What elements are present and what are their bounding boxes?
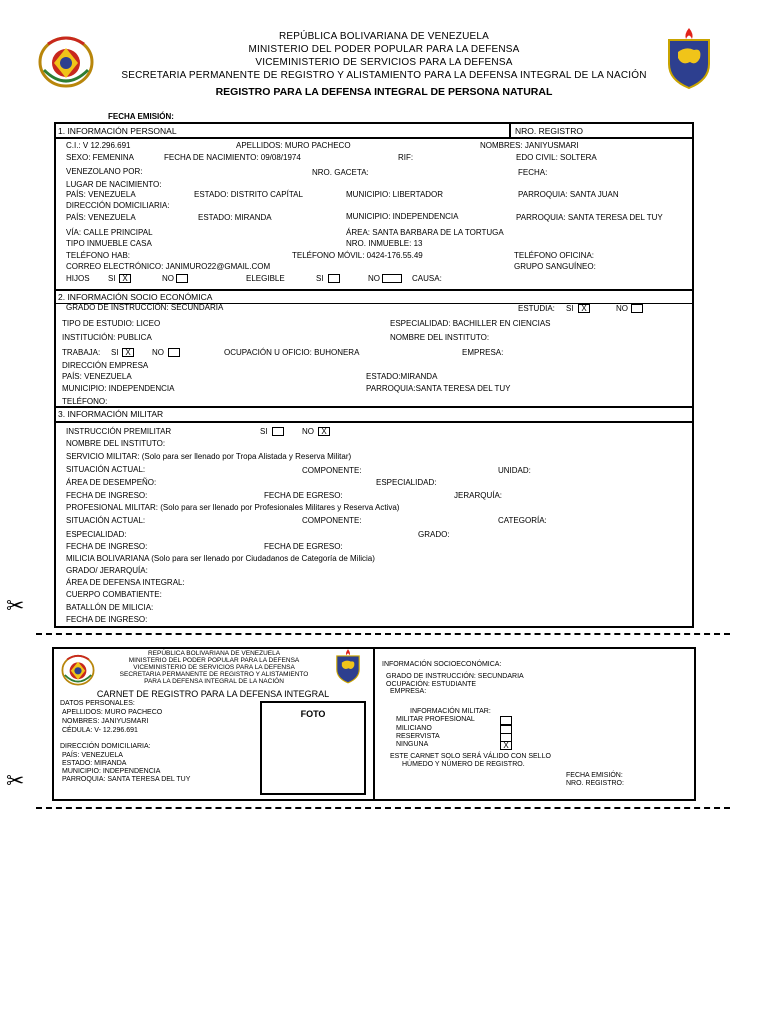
estudia-si-checkbox[interactable]: X xyxy=(578,304,590,313)
carnet-cedula: CÉDULA: V- 12.296.691 xyxy=(62,727,138,734)
elegible-si-label: SI xyxy=(316,274,324,283)
cut-line-top xyxy=(36,633,730,635)
estudia-no-label: NO xyxy=(616,304,628,313)
militar-prof-checkbox[interactable] xyxy=(500,716,512,725)
carnet-municipio: MUNICIPIO: INDEPENDENCIA xyxy=(62,768,161,775)
tipo-estudio-field: TIPO DE ESTUDIO: LICEO xyxy=(62,319,161,328)
sexo-field: SEXO: FEMENINA xyxy=(66,153,135,162)
nro-inmueble-field: NRO. INMUEBLE: 13 xyxy=(346,239,423,248)
profesional-militar-label: PROFESIONAL MILITAR: (Solo para ser llenado por Profesionales Militares y Reserva Activa) xyxy=(66,503,400,512)
nombres-field: NOMBRES: JANIYUSMARI xyxy=(480,141,579,150)
estado-nac-field: ESTADO: DISTRITO CAPÍTAL xyxy=(194,190,303,199)
carnet-info-militar: INFORMACIÓN MILITAR: xyxy=(410,708,491,715)
parroquia-dom-field: PARROQUIA: SANTA TERESA DEL TUY xyxy=(516,213,663,222)
cuerpo-combatiente-field: CUERPO COMBATIENTE: xyxy=(66,590,162,599)
fecha-nac-field: FECHA DE NACIMIENTO: 09/08/1974 xyxy=(164,153,301,162)
fecha-emision-label: FECHA EMISIÓN: xyxy=(108,112,174,121)
trabaja-no-label: NO xyxy=(152,348,164,357)
carnet-miliciano: MILICIANO xyxy=(396,725,432,732)
area-desempeno-field: ÁREA DE DESEMPEÑO: xyxy=(66,478,157,487)
edo-civil-field: EDO CIVIL: SOLTERA xyxy=(516,153,597,162)
hijos-si-checkbox[interactable]: X xyxy=(119,274,131,283)
categoria-field: CATEGORÍA: xyxy=(498,516,547,525)
header-line-2: MINISTERIO DEL PODER POPULAR PARA LA DEFENSA xyxy=(248,44,520,55)
carnet-dir-dom: DIRECCIÓN DOMICILIARIA: xyxy=(60,743,151,750)
municipio-nac-field: MUNICIPIO: LIBERTADOR xyxy=(346,190,444,199)
form-title: REGISTRO PARA LA DEFENSA INTEGRAL DE PERSONA NATURAL xyxy=(215,86,553,98)
carnet-empresa: EMPRESA: xyxy=(390,688,427,695)
via-field: VÍA: CALLE PRINCIPAL xyxy=(66,228,153,237)
ninguna-checkbox[interactable]: X xyxy=(500,741,512,750)
carnet-ocupacion: OCUPACIÓN: ESTUDIANTE xyxy=(386,681,477,688)
carnet-header-3: VICEMINISTERIO DE SERVICIOS PARA LA DEFENSA xyxy=(133,664,295,671)
nro-registro-label: NRO. REGISTRO xyxy=(515,126,584,136)
carnet-parroquia: PARROQUIA: SANTA TERESA DEL TUY xyxy=(62,776,191,783)
carnet-fecha-emision: FECHA EMISIÓN: xyxy=(566,772,623,779)
componente-2: COMPONENTE: xyxy=(302,516,362,525)
correo-field: CORREO ELECTRÓNICO: JANIMURO22@GMAIL.COM xyxy=(66,262,271,271)
mil-especialidad-1: ESPECIALIDAD: xyxy=(376,478,437,487)
cut-line-bottom xyxy=(36,807,730,809)
grado-field: GRADO: xyxy=(418,530,450,539)
empresa-municipio-field: MUNICIPIO: INDEPENDENCIA xyxy=(62,384,175,393)
carnet-title: CARNET DE REGISTRO PARA LA DEFENSA INTEGRAL xyxy=(96,689,330,699)
section-2-title: 2. INFORMACIÓN SOCIO ECONÓMICA xyxy=(58,292,213,302)
empresa-estado-field: ESTADO:MIRANDA xyxy=(366,372,438,381)
grado-jerarquia-field: GRADO/ JERARQUÍA: xyxy=(66,566,148,575)
scissors-icon-bottom: ✂ xyxy=(6,768,25,793)
carnet-estado: ESTADO: MIRANDA xyxy=(62,760,127,767)
grado-instruccion-field: GRADO DE INSTRUCCIÓN: SECUNDARIA xyxy=(66,303,224,312)
empresa-telefono-field: TELÉFONO: xyxy=(62,397,108,406)
elegible-label: ELEGIBLE xyxy=(246,274,285,283)
carnet-nota-2: HÚMEDO Y NÚMERO DE REGISTRO. xyxy=(402,761,525,768)
municipio-dom-field: MUNICIPIO: INDEPENDENCIA xyxy=(346,212,459,221)
unidad-field: UNIDAD: xyxy=(498,466,531,475)
componente-1: COMPONENTE: xyxy=(302,466,362,475)
jerarquia-field: JERARQUÍA: xyxy=(454,491,503,500)
carnet-nro-registro: NRO. REGISTRO: xyxy=(566,780,624,787)
elegible-no-checkbox[interactable] xyxy=(382,274,402,283)
estudia-label: ESTUDIA: xyxy=(518,304,555,313)
premilitar-no-checkbox[interactable]: X xyxy=(318,427,330,436)
instr-premilitar-label: INSTRUCCIÓN PREMILITAR xyxy=(66,427,172,436)
nombre-instituto-field: NOMBRE DEL INSTITUTO: xyxy=(390,333,490,342)
premilitar-si-checkbox[interactable] xyxy=(272,427,284,436)
header-line-1: REPÚBLICA BOLIVARIANA DE VENEZUELA xyxy=(278,31,490,42)
header-line-3: VICEMINISTERIO DE SERVICIOS PARA LA DEFENSA xyxy=(255,57,513,68)
empresa-pais-field: PAÍS: VENEZUELA xyxy=(62,372,132,381)
estudia-no-checkbox[interactable] xyxy=(631,304,643,313)
mil-nombre-instituto: NOMBRE DEL INSTITUTO: xyxy=(66,439,166,448)
estudia-si-label: SI xyxy=(566,304,574,313)
fecha-egreso-2: FECHA DE EGRESO: xyxy=(264,542,343,551)
carnet-reservista: RESERVISTA xyxy=(396,733,440,740)
trabaja-si-checkbox[interactable]: X xyxy=(122,348,134,357)
carnet-datos-personales: DATOS PERSONALES: xyxy=(60,700,135,707)
venezolano-por-field: VENEZOLANO POR: xyxy=(66,167,143,176)
mil-especialidad-2: ESPECIALIDAD: xyxy=(66,530,127,539)
carnet-pais: PAÍS: VENEZUELA xyxy=(62,752,123,759)
carnet-apellidos: APELLIDOS: MURO PACHECO xyxy=(62,709,163,716)
carnet-militar-prof: MILITAR PROFESIONAL xyxy=(396,716,475,723)
fecha-ingreso-3: FECHA DE INGRESO: xyxy=(66,615,148,624)
lugar-nac-label: LUGAR DE NACIMIENTO: xyxy=(66,180,162,189)
carnet-ninguna: NINGUNA xyxy=(396,741,429,748)
elegible-si-checkbox[interactable] xyxy=(328,274,340,283)
grupo-sanguineo-field: GRUPO SANGUÍNEO: xyxy=(514,262,596,271)
especialidad-field: ESPECIALIDAD: BACHILLER EN CIENCIAS xyxy=(390,319,551,328)
scissors-icon: ✂ xyxy=(6,593,25,618)
dir-dom-label: DIRECCIÓN DOMICILIARIA: xyxy=(66,201,170,210)
header-line-4: SECRETARIA PERMANENTE DE REGISTRO Y ALISTAMIENTO PARA LA DEFENSA INTEGRAL DE LA NACIÓN xyxy=(121,70,647,81)
ocupacion-field: OCUPACIÓN U OFICIO: BUHONERA xyxy=(224,348,360,357)
hijos-no-checkbox[interactable] xyxy=(176,274,188,283)
causa-field: CAUSA: xyxy=(412,274,442,283)
trabaja-no-checkbox[interactable] xyxy=(168,348,180,357)
parroquia-nac-field: PARROQUIA: SANTA JUAN xyxy=(518,190,619,199)
ci-field: C.I.: V 12.296.691 xyxy=(66,141,131,150)
premilitar-no-label: NO xyxy=(302,427,314,436)
foto-label: FOTO xyxy=(300,709,326,719)
tel-hab-field: TELÉFONO HAB: xyxy=(66,251,131,260)
situacion-actual-1: SITUACIÓN ACTUAL: xyxy=(66,465,146,474)
empresa-parroquia-field: PARROQUIA:SANTA TERESA DEL TUY xyxy=(366,384,511,393)
fecha-egreso-1: FECHA DE EGRESO: xyxy=(264,491,343,500)
premilitar-si-label: SI xyxy=(260,427,268,436)
batallon-field: BATALLÓN DE MILICIA: xyxy=(66,603,154,612)
area-defensa-field: ÁREA DE DEFENSA INTEGRAL: xyxy=(66,578,185,587)
pais-nac-field: PAÍS: VENEZUELA xyxy=(66,190,136,199)
servicio-militar-label: SERVICIO MILITAR: (Solo para ser llenado por Tropa Alistada y Reserva Militar) xyxy=(66,452,352,461)
institucion-field: INSTITUCIÓN: PUBLICA xyxy=(62,333,152,342)
fecha-ingreso-2: FECHA DE INGRESO: xyxy=(66,542,148,551)
hijos-no-label: NO xyxy=(162,274,174,283)
carnet-shield-icon xyxy=(334,648,362,684)
carnet-info-socio: INFORMACIÓN SOCIOECONÓMICA: xyxy=(382,661,502,668)
apellidos-field: APELLIDOS: MURO PACHECO xyxy=(236,141,351,150)
fecha-ingreso-1: FECHA DE INGRESO: xyxy=(66,491,148,500)
elegible-no-label: NO xyxy=(368,274,380,283)
empresa-field: EMPRESA: xyxy=(462,348,504,357)
situacion-actual-2: SITUACIÓN ACTUAL: xyxy=(66,516,146,525)
trabaja-label: TRABAJA: xyxy=(62,348,101,357)
section-1-title: 1. INFORMACIÓN PERSONAL xyxy=(58,126,177,136)
fecha-field: FECHA: xyxy=(518,168,548,177)
tel-movil-field: TELÉFONO MÓVIL: 0424-176.55.49 xyxy=(292,251,423,260)
section-3-title: 3. INFORMACIÓN MILITAR xyxy=(58,409,164,419)
carnet-header-4: SECRETARIA PERMANENTE DE REGISTRO Y ALISTAMIENTO xyxy=(119,671,309,678)
pais-dom-field: PAÍS: VENEZUELA xyxy=(66,213,136,222)
rif-field: RIF: xyxy=(398,153,414,162)
nro-gaceta-field: NRO. GACETA: xyxy=(312,168,369,177)
carnet-grado: GRADO DE INSTRUCCIÓN: SECUNDARIA xyxy=(386,673,524,680)
area-field: ÁREA: SANTA BARBARA DE LA TORTUGA xyxy=(346,228,504,237)
dir-empresa-label: DIRECCIÓN EMPRESA xyxy=(62,361,149,370)
tipo-inmueble-field: TIPO INMUEBLE CASA xyxy=(66,239,152,248)
carnet-nombres: NOMBRES: JANIYUSMARI xyxy=(62,718,149,725)
hijos-label: HIJOS xyxy=(66,274,90,283)
carnet-header-2: MINISTERIO DEL PODER POPULAR PARA LA DEFENSA xyxy=(128,657,300,664)
milicia-label: MILICIA BOLIVARIANA (Solo para ser llenado por Ciudadanos de Categoría de Milicia) xyxy=(66,554,375,563)
carnet-header-1: REPÚBLICA BOLIVARIANA DE VENEZUELA xyxy=(147,650,281,657)
carnet-header-5: PARA LA DEFENSA INTEGRAL DE LA NACIÓN xyxy=(144,678,284,685)
estado-dom-field: ESTADO: MIRANDA xyxy=(198,213,272,222)
tel-oficina-field: TELÉFONO OFICINA: xyxy=(514,251,595,260)
carnet-coat-of-arms-icon xyxy=(60,651,96,687)
carnet-nota-1: ESTE CARNET SOLO SERÁ VÁLIDO CON SELLO xyxy=(390,753,551,760)
trabaja-si-label: SI xyxy=(111,348,119,357)
hijos-si-label: SI xyxy=(108,274,116,283)
